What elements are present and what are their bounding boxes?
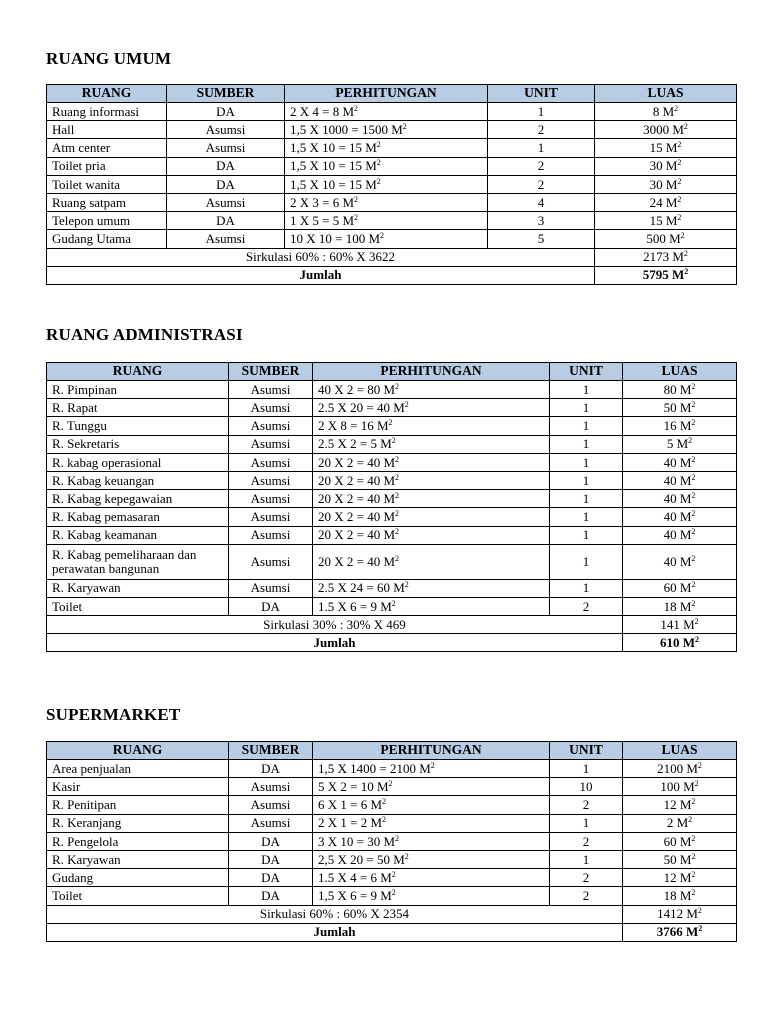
header-ruang: RUANG xyxy=(47,85,167,103)
section-supermarket xyxy=(46,704,736,942)
header-perhitungan: PERHITUNGAN xyxy=(313,363,550,381)
cell-ruang: Toilet xyxy=(47,597,229,615)
cell-ruang: R. Keranjang xyxy=(47,814,229,832)
cell-ruang: Area penjualan xyxy=(47,760,229,778)
cell-sumber: Asumsi xyxy=(229,417,313,435)
cell-ruang: Hall xyxy=(47,121,167,139)
cell-sumber: Asumsi xyxy=(229,814,313,832)
cell-ruang: R. Pengelola xyxy=(47,832,229,850)
cell-ruang: Gudang Utama xyxy=(47,230,167,248)
cell-perhitungan: 20 X 2 = 40 $M^2$ xyxy=(313,490,550,508)
cell-perhitungan: 1 X 5 = 5 $M^2$ xyxy=(285,212,488,230)
cell-unit: 1 xyxy=(550,471,623,489)
cell-sumber: DA xyxy=(167,103,285,121)
cell-perhitungan: 3 X 10 = 30 $M^2$ xyxy=(313,832,550,850)
cell-ruang: R. Kabag pemeliharaan dan perawatan bangunan xyxy=(47,544,229,579)
cell-ruang: Telepon umum xyxy=(47,212,167,230)
cell-ruang: R. Sekretaris xyxy=(47,435,229,453)
cell-luas: 16 $M^2$ xyxy=(623,417,737,435)
cell-sumber: DA xyxy=(229,887,313,905)
jumlah-total: 3766 $M^2$ xyxy=(623,923,737,941)
table-row xyxy=(47,850,737,868)
sirkulasi-row xyxy=(47,616,737,634)
cell-luas: 15 $M^2$ xyxy=(595,139,737,157)
table-row xyxy=(47,157,737,175)
cell-perhitungan: 5 X 2 = 10 $M^2$ xyxy=(313,778,550,796)
area-table xyxy=(46,741,737,942)
table-row xyxy=(47,887,737,905)
cell-perhitungan: 20 X 2 = 40 $M^2$ xyxy=(313,471,550,489)
header-perhitungan: PERHITUNGAN xyxy=(285,85,488,103)
cell-ruang: R. Pimpinan xyxy=(47,381,229,399)
cell-perhitungan: 40 X 2 = 80 $M^2$ xyxy=(313,381,550,399)
cell-ruang: Gudang xyxy=(47,869,229,887)
header-unit: UNIT xyxy=(488,85,595,103)
cell-luas: 60 $M^2$ xyxy=(623,579,737,597)
cell-ruang: R. Kabag keamanan xyxy=(47,526,229,544)
sirkulasi-row xyxy=(47,248,737,266)
table-row xyxy=(47,175,737,193)
cell-unit: 1 xyxy=(550,453,623,471)
cell-sumber: Asumsi xyxy=(229,435,313,453)
section-ruang-administrasi xyxy=(46,324,736,652)
jumlah-total: 5795 $M^2$ xyxy=(595,266,737,284)
header-ruang: RUANG xyxy=(47,363,229,381)
cell-luas: 24 $M^2$ xyxy=(595,193,737,211)
cell-luas: 18 $M^2$ xyxy=(623,887,737,905)
cell-sumber: DA xyxy=(229,832,313,850)
table-row xyxy=(47,814,737,832)
table-row xyxy=(47,869,737,887)
cell-sumber: DA xyxy=(167,212,285,230)
header-sumber: SUMBER xyxy=(229,742,313,760)
cell-perhitungan: 2 X 4 = 8 $M^2$ xyxy=(285,103,488,121)
cell-perhitungan: 1,5 X 10 = 15 $M^2$ xyxy=(285,175,488,193)
table-header-row xyxy=(47,742,737,760)
cell-ruang: Toilet xyxy=(47,887,229,905)
jumlah-label: Jumlah xyxy=(47,923,623,941)
cell-luas: 40 $M^2$ xyxy=(623,453,737,471)
cell-sumber: DA xyxy=(229,597,313,615)
cell-sumber: DA xyxy=(229,850,313,868)
header-perhitungan: PERHITUNGAN xyxy=(313,742,550,760)
table-header-row xyxy=(47,85,737,103)
section-title: RUANG UMUM xyxy=(46,49,172,68)
area-table xyxy=(46,84,737,285)
cell-sumber: Asumsi xyxy=(167,193,285,211)
cell-luas: 40 $M^2$ xyxy=(623,508,737,526)
table-row xyxy=(47,193,737,211)
cell-unit: 1 xyxy=(488,139,595,157)
cell-sumber: Asumsi xyxy=(229,544,313,579)
cell-unit: 1 xyxy=(550,381,623,399)
cell-ruang: R. Kabag kepegawaian xyxy=(47,490,229,508)
cell-unit: 10 xyxy=(550,778,623,796)
cell-unit: 1 xyxy=(550,760,623,778)
cell-sumber: DA xyxy=(229,760,313,778)
cell-unit: 1 xyxy=(550,814,623,832)
header-sumber: SUMBER xyxy=(167,85,285,103)
cell-unit: 1 xyxy=(488,103,595,121)
cell-perhitungan: 1,5 X 1400 = 2100 $M^2$ xyxy=(313,760,550,778)
cell-sumber: Asumsi xyxy=(229,381,313,399)
cell-perhitungan: 1,5 X 10 = 15 $M^2$ xyxy=(285,139,488,157)
table-row xyxy=(47,121,737,139)
cell-sumber: Asumsi xyxy=(167,230,285,248)
cell-luas: 80 $M^2$ xyxy=(623,381,737,399)
cell-unit: 4 xyxy=(488,193,595,211)
table-row xyxy=(47,832,737,850)
cell-luas: 2100 $M^2$ xyxy=(623,760,737,778)
cell-unit: 2 xyxy=(488,121,595,139)
cell-perhitungan: 10 X 10 = 100 $M^2$ xyxy=(285,230,488,248)
jumlah-row xyxy=(47,923,737,941)
cell-ruang: Ruang satpam xyxy=(47,193,167,211)
cell-luas: 3000 $M^2$ xyxy=(595,121,737,139)
cell-luas: 12 $M^2$ xyxy=(623,796,737,814)
cell-unit: 1 xyxy=(550,850,623,868)
cell-perhitungan: 20 X 2 = 40 $M^2$ xyxy=(313,544,550,579)
cell-luas: 15 $M^2$ xyxy=(595,212,737,230)
table-row xyxy=(47,508,737,526)
jumlah-row xyxy=(47,634,737,652)
header-luas: LUAS xyxy=(623,742,737,760)
section-title: RUANG ADMINISTRASI xyxy=(46,325,243,344)
cell-luas: 12 $M^2$ xyxy=(623,869,737,887)
cell-luas: 500 $M^2$ xyxy=(595,230,737,248)
cell-unit: 2 xyxy=(550,832,623,850)
cell-unit: 1 xyxy=(550,508,623,526)
sirkulasi-label: Sirkulasi 60% : 60% X 2354 xyxy=(47,905,623,923)
cell-ruang: R. Karyawan xyxy=(47,579,229,597)
cell-luas: 60 $M^2$ xyxy=(623,832,737,850)
table-row xyxy=(47,453,737,471)
cell-sumber: Asumsi xyxy=(229,508,313,526)
header-ruang: RUANG xyxy=(47,742,229,760)
cell-luas: 40 $M^2$ xyxy=(623,471,737,489)
cell-perhitungan: 2.5 X 24 = 60 $M^2$ xyxy=(313,579,550,597)
cell-luas: 40 $M^2$ xyxy=(623,490,737,508)
jumlah-row xyxy=(47,266,737,284)
cell-perhitungan: 20 X 2 = 40 $M^2$ xyxy=(313,453,550,471)
cell-sumber: DA xyxy=(167,175,285,193)
header-sumber: SUMBER xyxy=(229,363,313,381)
cell-sumber: Asumsi xyxy=(229,471,313,489)
section-ruang-umum xyxy=(46,48,736,285)
cell-unit: 1 xyxy=(550,417,623,435)
jumlah-label: Jumlah xyxy=(47,266,595,284)
cell-perhitungan: 1.5 X 6 = 9 $M^2$ xyxy=(313,597,550,615)
cell-luas: 100 $M^2$ xyxy=(623,778,737,796)
cell-perhitungan: 1,5 X 10 = 15 $M^2$ xyxy=(285,157,488,175)
cell-luas: 18 $M^2$ xyxy=(623,597,737,615)
cell-sumber: Asumsi xyxy=(167,139,285,157)
cell-unit: 2 xyxy=(488,175,595,193)
jumlah-label: Jumlah xyxy=(47,634,623,652)
cell-perhitungan: 2 X 8 = 16 $M^2$ xyxy=(313,417,550,435)
header-unit: UNIT xyxy=(550,742,623,760)
cell-perhitungan: 1,5 X 1000 = 1500 $M^2$ xyxy=(285,121,488,139)
cell-unit: 2 xyxy=(550,869,623,887)
cell-ruang: Kasir xyxy=(47,778,229,796)
cell-unit: 1 xyxy=(550,435,623,453)
cell-sumber: DA xyxy=(167,157,285,175)
cell-sumber: Asumsi xyxy=(167,121,285,139)
cell-ruang: R. Kabag keuangan xyxy=(47,471,229,489)
cell-luas: 40 $M^2$ xyxy=(623,544,737,579)
cell-ruang: R. Tunggu xyxy=(47,417,229,435)
table-row xyxy=(47,597,737,615)
cell-unit: 2 xyxy=(550,597,623,615)
sirkulasi-luas: 2173 $M^2$ xyxy=(595,248,737,266)
cell-unit: 3 xyxy=(488,212,595,230)
cell-unit: 2 xyxy=(550,887,623,905)
cell-sumber: Asumsi xyxy=(229,453,313,471)
cell-perhitungan: 2 X 3 = 6 $M^2$ xyxy=(285,193,488,211)
table-row xyxy=(47,139,737,157)
cell-unit: 2 xyxy=(488,157,595,175)
cell-unit: 1 xyxy=(550,544,623,579)
cell-perhitungan: 2.5 X 2 = 5 $M^2$ xyxy=(313,435,550,453)
cell-unit: 1 xyxy=(550,579,623,597)
cell-ruang: Toilet pria xyxy=(47,157,167,175)
cell-luas: 50 $M^2$ xyxy=(623,399,737,417)
table-row xyxy=(47,381,737,399)
table-row xyxy=(47,526,737,544)
cell-luas: 30 $M^2$ xyxy=(595,175,737,193)
cell-ruang: Ruang informasi xyxy=(47,103,167,121)
sirkulasi-luas: 141 $M^2$ xyxy=(623,616,737,634)
cell-perhitungan: 20 X 2 = 40 $M^2$ xyxy=(313,526,550,544)
table-row xyxy=(47,579,737,597)
table-row xyxy=(47,778,737,796)
cell-unit: 1 xyxy=(550,526,623,544)
cell-sumber: Asumsi xyxy=(229,490,313,508)
header-luas: LUAS xyxy=(595,85,737,103)
table-row xyxy=(47,471,737,489)
table-row xyxy=(47,399,737,417)
cell-perhitungan: 1,5 X 6 = 9 $M^2$ xyxy=(313,887,550,905)
cell-perhitungan: 20 X 2 = 40 $M^2$ xyxy=(313,508,550,526)
cell-sumber: DA xyxy=(229,869,313,887)
cell-ruang: R. Rapat xyxy=(47,399,229,417)
cell-sumber: Asumsi xyxy=(229,399,313,417)
header-luas: LUAS xyxy=(623,363,737,381)
sirkulasi-luas: 1412 $M^2$ xyxy=(623,905,737,923)
section-title: SUPERMARKET xyxy=(46,705,181,724)
table-row xyxy=(47,417,737,435)
table-header-row xyxy=(47,363,737,381)
sirkulasi-row xyxy=(47,905,737,923)
cell-perhitungan: 6 X 1 = 6 $M^2$ xyxy=(313,796,550,814)
cell-unit: 1 xyxy=(550,490,623,508)
cell-luas: 40 $M^2$ xyxy=(623,526,737,544)
cell-unit: 5 xyxy=(488,230,595,248)
cell-sumber: Asumsi xyxy=(229,579,313,597)
cell-unit: 1 xyxy=(550,399,623,417)
cell-sumber: Asumsi xyxy=(229,796,313,814)
cell-perhitungan: 2 X 1 = 2 $M^2$ xyxy=(313,814,550,832)
cell-perhitungan: 2.5 X 20 = 40 $M^2$ xyxy=(313,399,550,417)
cell-luas: 5 $M^2$ xyxy=(623,435,737,453)
table-row xyxy=(47,230,737,248)
cell-ruang: R. Penitipan xyxy=(47,796,229,814)
cell-ruang: Toilet wanita xyxy=(47,175,167,193)
cell-ruang: R. Kabag pemasaran xyxy=(47,508,229,526)
cell-luas: 2 $M^2$ xyxy=(623,814,737,832)
jumlah-total: 610 $M^2$ xyxy=(623,634,737,652)
sirkulasi-label: Sirkulasi 30% : 30% X 469 xyxy=(47,616,623,634)
cell-perhitungan: 2,5 X 20 = 50 $M^2$ xyxy=(313,850,550,868)
table-row xyxy=(47,760,737,778)
cell-perhitungan: 1.5 X 4 = 6 $M^2$ xyxy=(313,869,550,887)
cell-unit: 2 xyxy=(550,796,623,814)
cell-ruang: R. kabag operasional xyxy=(47,453,229,471)
table-row xyxy=(47,435,737,453)
table-row xyxy=(47,212,737,230)
table-row xyxy=(47,544,737,579)
cell-sumber: Asumsi xyxy=(229,526,313,544)
table-row xyxy=(47,490,737,508)
cell-ruang: Atm center xyxy=(47,139,167,157)
cell-luas: 50 $M^2$ xyxy=(623,850,737,868)
header-unit: UNIT xyxy=(550,363,623,381)
cell-sumber: Asumsi xyxy=(229,778,313,796)
cell-ruang: R. Karyawan xyxy=(47,850,229,868)
cell-luas: 30 $M^2$ xyxy=(595,157,737,175)
area-table xyxy=(46,362,737,652)
table-row xyxy=(47,796,737,814)
cell-luas: 8 $M^2$ xyxy=(595,103,737,121)
table-row xyxy=(47,103,737,121)
sirkulasi-label: Sirkulasi 60% : 60% X 3622 xyxy=(47,248,595,266)
